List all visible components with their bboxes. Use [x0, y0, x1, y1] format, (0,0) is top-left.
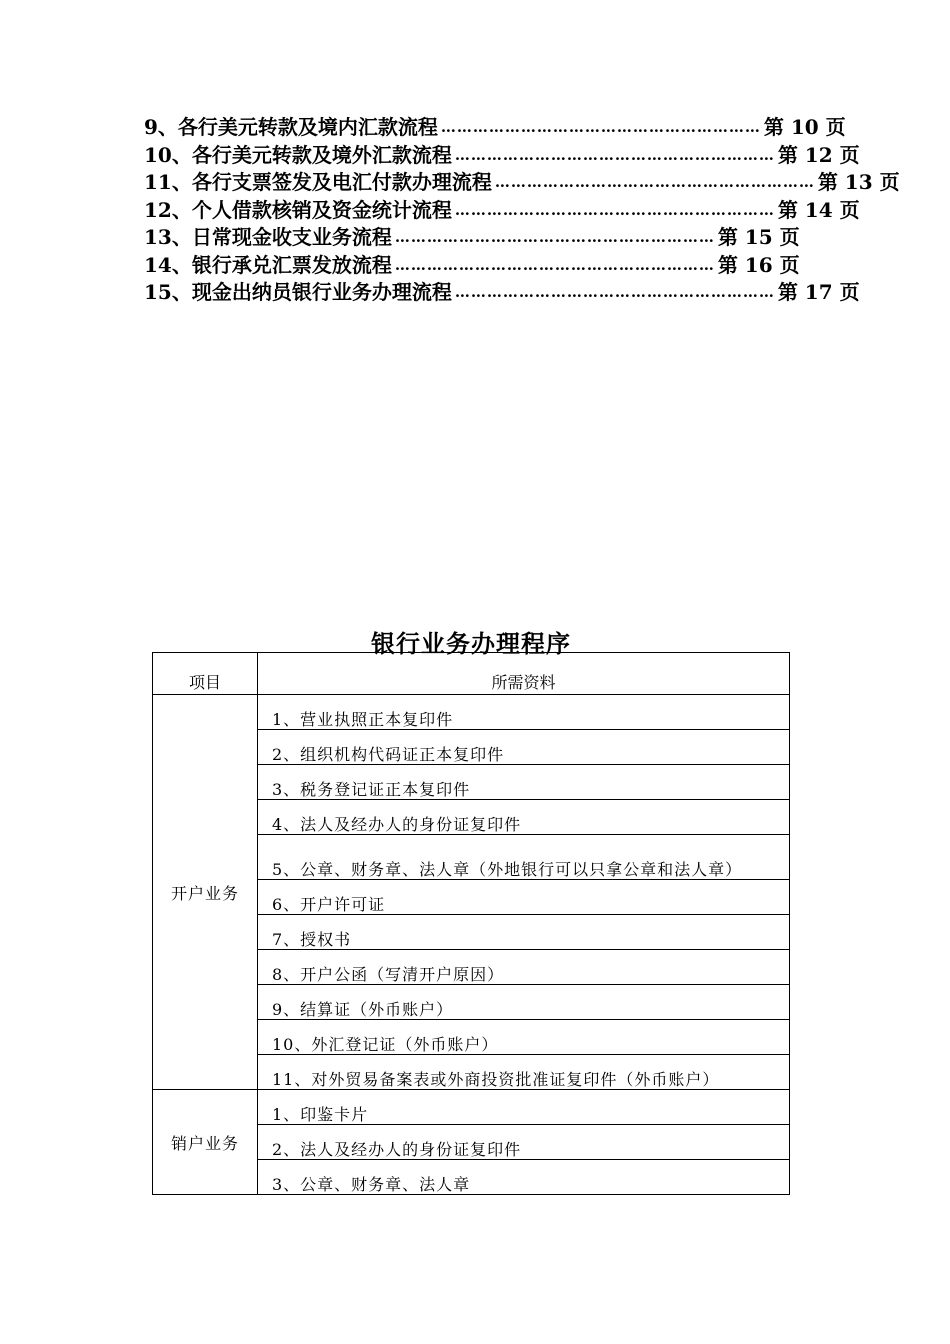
table-cell: 2、法人及经办人的身份证复印件 — [258, 1125, 790, 1160]
category-close-account: 销户业务 — [153, 1090, 258, 1195]
table-cell: 6、开户许可证 — [258, 880, 790, 915]
toc-entry-title: 13、日常现金收支业务流程 — [144, 225, 392, 249]
bank-procedure-table — [152, 652, 790, 1195]
toc-entry-title: 11、各行支票签发及电汇付款办理流程 — [144, 170, 492, 194]
toc-entry[interactable] — [144, 142, 860, 170]
table-cell: 8、开户公函（写清开户原因） — [258, 950, 790, 985]
toc-leader-dots: …………………………………………………… — [454, 145, 775, 164]
table-cell: 1、印鉴卡片 — [258, 1090, 790, 1125]
table-cell: 4、法人及经办人的身份证复印件 — [258, 800, 790, 835]
table-cell: 1、营业执照正本复印件 — [258, 695, 790, 730]
toc-entry-page: 第 16 页 — [717, 252, 800, 277]
toc-entry[interactable] — [144, 279, 860, 307]
table-cell: 9、结算证（外币账户） — [258, 985, 790, 1020]
toc-entry-page: 第 14 页 — [777, 197, 860, 222]
table-cell: 11、对外贸易备案表或外商投资批准证复印件（外币账户） — [258, 1055, 790, 1090]
toc-entry[interactable] — [144, 169, 900, 197]
toc-entry-title: 12、个人借款核销及资金统计流程 — [144, 197, 452, 222]
toc-entry-title: 9、各行美元转款及境内汇款流程 — [144, 115, 438, 139]
toc-leader-dots: …………………………………………………… — [454, 200, 775, 219]
header-item: 项目 — [153, 653, 258, 695]
table-cell: 10、外汇登记证（外币账户） — [258, 1020, 790, 1055]
table-cell: 3、税务登记证正本复印件 — [258, 765, 790, 800]
toc-entry[interactable] — [144, 114, 846, 142]
table-row — [153, 695, 790, 730]
table-cell: 7、授权书 — [258, 915, 790, 950]
toc-entry-page: 第 10 页 — [763, 115, 846, 139]
toc-entry-page: 第 13 页 — [817, 170, 900, 194]
document-title: 银行业务办理程序 — [371, 629, 571, 658]
toc-entry-title: 15、现金出纳员银行业务办理流程 — [144, 280, 452, 304]
table-of-contents — [144, 114, 900, 307]
table-cell: 2、组织机构代码证正本复印件 — [258, 730, 790, 765]
toc-entry-page: 第 15 页 — [717, 225, 800, 249]
toc-entry[interactable] — [144, 197, 860, 225]
category-open-account: 开户业务 — [153, 695, 258, 1090]
toc-entry-title: 10、各行美元转款及境外汇款流程 — [144, 142, 452, 167]
toc-leader-dots: …………………………………………………… — [394, 228, 715, 246]
toc-leader-dots: …………………………………………………… — [494, 173, 815, 191]
toc-entry[interactable] — [144, 252, 800, 280]
table-row — [153, 1090, 790, 1125]
table-cell: 3、公章、财务章、法人章 — [258, 1160, 790, 1195]
table-cell: 5、公章、财务章、法人章（外地银行可以只拿公章和法人章） — [258, 835, 790, 880]
toc-entry-page: 第 17 页 — [777, 280, 860, 304]
table-header-row — [153, 653, 790, 695]
header-materials: 所需资料 — [258, 653, 790, 695]
toc-leader-dots: …………………………………………………… — [440, 118, 761, 136]
toc-entry-page: 第 12 页 — [777, 142, 860, 167]
toc-leader-dots: …………………………………………………… — [454, 283, 775, 301]
toc-entry-title: 14、银行承兑汇票发放流程 — [144, 252, 392, 277]
toc-leader-dots: …………………………………………………… — [394, 255, 715, 274]
toc-entry[interactable] — [144, 224, 800, 252]
